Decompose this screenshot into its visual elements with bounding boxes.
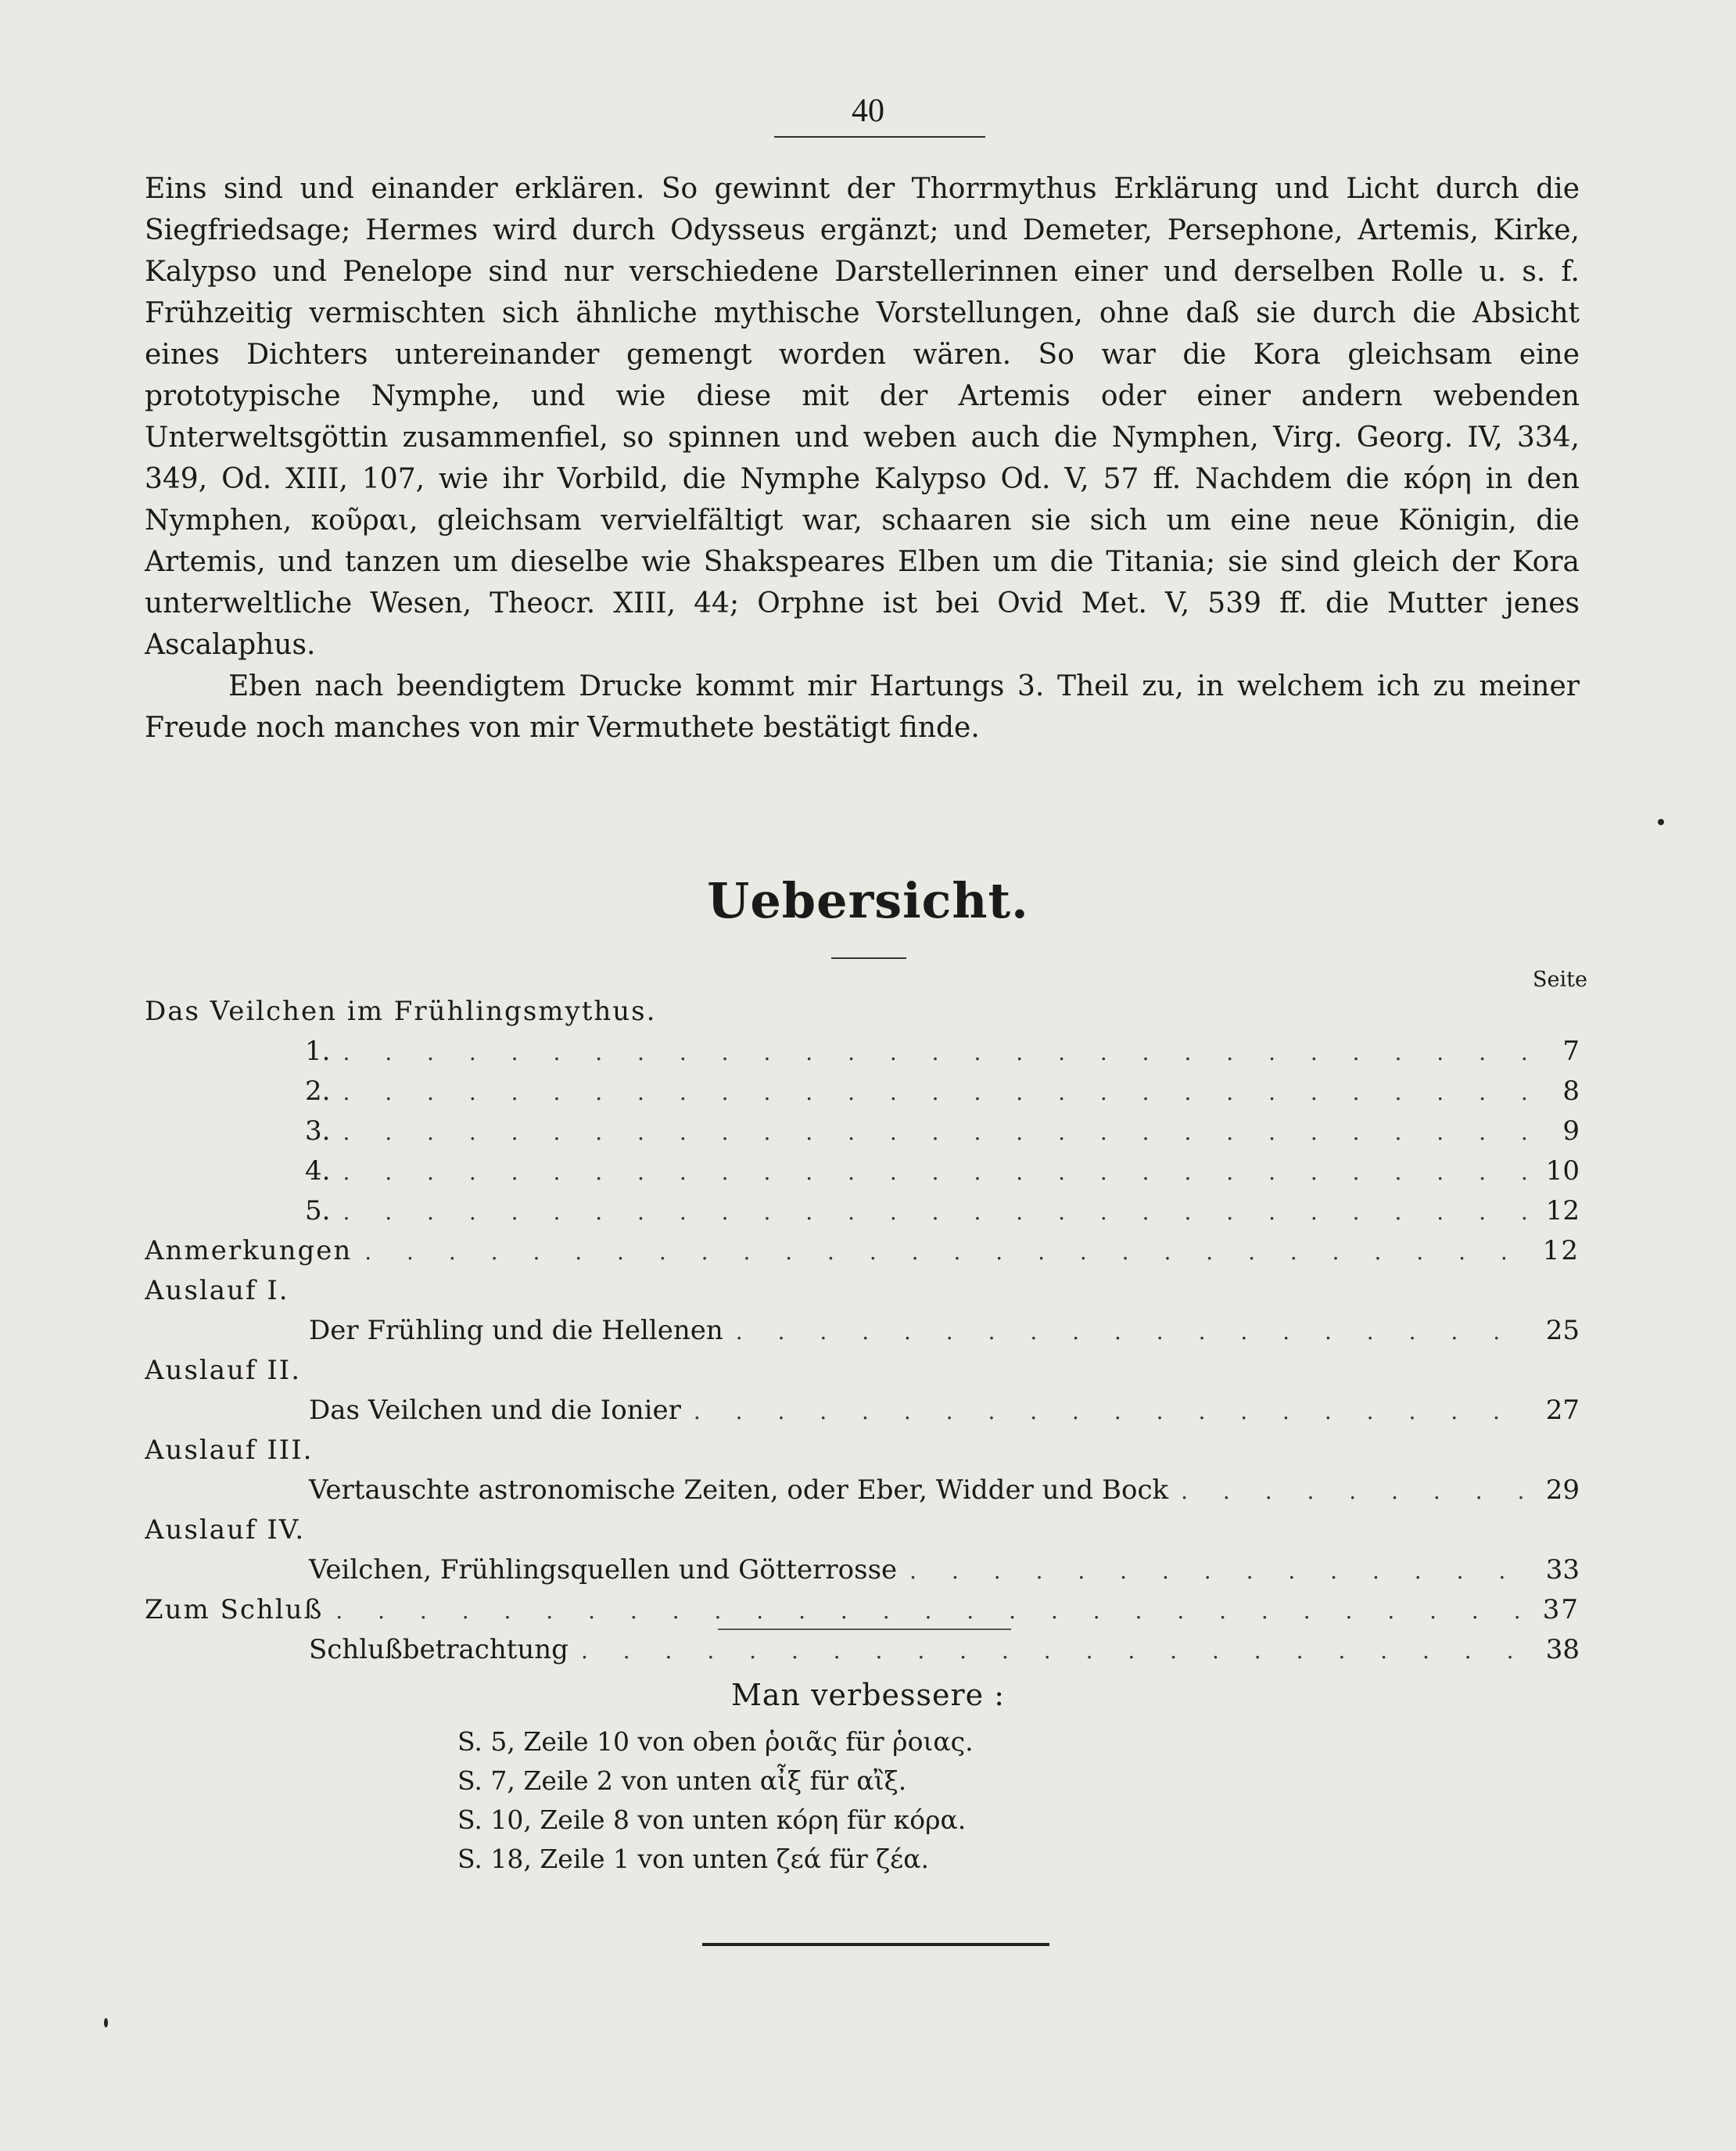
toc-page: 25: [1545, 1315, 1580, 1346]
toc-label: Auslauf II.: [145, 1355, 302, 1386]
toc-page: 12: [1545, 1195, 1580, 1226]
toc-section-heading: [145, 992, 1580, 1032]
toc-entry: [145, 1471, 1580, 1510]
toc-label: Vertauschte astronomische Zeiten, oder Eber, Widder und Bock: [309, 1474, 1169, 1506]
ink-speck: [1658, 819, 1664, 825]
toc-entry: [145, 1590, 1580, 1630]
dot-leader: [569, 1631, 1533, 1670]
toc-label: 1.: [305, 1036, 331, 1067]
toc-label: Veilchen, Frühlingsquellen und Götterrosse: [309, 1554, 898, 1585]
ink-speck: [104, 2018, 108, 2027]
dot-leader: [897, 1551, 1533, 1590]
correction-item: S. 7, Zeile 2 von unten αἶξ für αἲξ.: [457, 1765, 907, 1796]
dot-leader: [330, 1152, 1533, 1191]
toc-label: Das Veilchen und die Ionier: [309, 1395, 681, 1426]
correction-item: S. 18, Zeile 1 von unten ζεά für ζέα.: [457, 1844, 929, 1874]
toc-page: 10: [1545, 1155, 1580, 1187]
dot-leader: [330, 1192, 1533, 1231]
toc-entry: [145, 1231, 1580, 1271]
toc-entry: [145, 1191, 1580, 1231]
correction-item: S. 5, Zeile 10 von oben ῥοιᾶς für ῥοιας.: [457, 1726, 974, 1757]
toc-label: Auslauf III.: [145, 1435, 314, 1466]
table-of-contents: [145, 992, 1580, 1670]
toc-page: 8: [1562, 1076, 1580, 1107]
toc-page: 38: [1545, 1634, 1580, 1665]
toc-section-heading: [145, 1351, 1580, 1391]
dot-leader: [723, 1312, 1533, 1351]
toc-entry: [145, 1111, 1580, 1151]
toc-page: 33: [1545, 1554, 1580, 1585]
toc-entry: [145, 1311, 1580, 1351]
toc-label: Schlußbetrachtung: [309, 1634, 569, 1665]
dot-leader: [352, 1232, 1533, 1271]
toc-label: Zum Schluß: [145, 1594, 324, 1625]
dot-leader: [681, 1392, 1533, 1431]
header-rule: [774, 136, 985, 138]
dot-leader: [330, 1112, 1533, 1151]
toc-label: 3.: [305, 1115, 331, 1147]
toc-section-heading: [145, 1271, 1580, 1311]
corrections-list: [457, 1722, 974, 1879]
toc-label: 4.: [305, 1155, 331, 1187]
dot-leader: [1168, 1471, 1533, 1510]
dot-leader: [330, 1032, 1533, 1072]
toc-entry: [145, 1032, 1580, 1072]
toc-label: Der Frühling und die Hellenen: [309, 1315, 723, 1346]
dot-leader: [330, 1072, 1533, 1111]
toc-page: 12: [1542, 1235, 1580, 1266]
toc-entry: [145, 1072, 1580, 1111]
body-text: [145, 168, 1580, 749]
toc-page: 29: [1545, 1474, 1580, 1506]
toc-page: 7: [1562, 1036, 1580, 1067]
section-rule: [718, 1629, 1011, 1630]
toc-page: 9: [1562, 1115, 1580, 1147]
toc-label: 2.: [305, 1076, 331, 1107]
page-column-label: Seite: [1533, 968, 1587, 992]
page-number: 40: [852, 93, 884, 129]
correction-item: S. 10, Zeile 8 von unten κόρη für κόρα.: [457, 1804, 967, 1835]
toc-entry: [145, 1550, 1580, 1590]
heading-rule: [831, 957, 906, 959]
overview-heading: Uebersicht.: [707, 872, 1029, 929]
closing-rule: [702, 1943, 1049, 1946]
toc-entry: [145, 1151, 1580, 1191]
toc-label: Auslauf IV.: [145, 1514, 306, 1546]
corrections-title: Man verbessere :: [730, 1678, 1006, 1712]
toc-label: Anmerkungen: [145, 1235, 353, 1266]
toc-entry: [145, 1391, 1580, 1431]
toc-label: Das Veilchen im Frühlingsmythus.: [145, 996, 657, 1027]
dot-leader: [323, 1591, 1533, 1630]
toc-page: 37: [1542, 1594, 1580, 1625]
toc-page: 27: [1545, 1395, 1580, 1426]
toc-label: Auslauf I.: [145, 1275, 289, 1306]
toc-label: 5.: [305, 1195, 331, 1226]
paragraph: Eins sind und einander erklären. So gewinnt der Thorrmythus Erklärung und Licht durch die Siegfriedsage; Hermes wird durch Odysseus ergänzt; und Demeter, Persephone, Artemis, Kirke, Kalypso und Penelope sind nur verschiedene Darstellerinnen einer und derselben Rolle u. s. f. Frühzeitig vermischten sich ähnliche mythische Vorstellungen, ohne daß sie durch die Absicht eines Dichters untereinander gemengt worden wären. So war die Kora gleichsam eine prototypische Nymphe, und wie diese mit der Artemis oder einer andern webenden Unterweltsgöttin zusammenfiel, so spinnen und weben auch die Nymphen, Virg. Georg. IV, 334, 349, Od. XIII, 107, wie ihr Vorbild, die Nymphe Kalypso Od. V, 57 ff. Nachdem die κόρη in den Nymphen, κοῦραι, gleichsam vervielfältigt war, schaaren sie sich um eine neue Königin, die Artemis, und tanzen um dieselbe wie Shakspeares Elben um die Titania; sie sind gleich der Kora unterweltliche Wesen, Theocr. XIII, 44; Orphne ist bei Ovid Met. V, 539 ff. die Mutter jenes Ascalaphus.: [145, 173, 1580, 661]
paragraph: Eben nach beendigtem Drucke kommt mir Hartungs 3. Theil zu, in welchem ich zu meiner Freude noch manches von mir Vermuthete bestätigt finde.: [145, 670, 1580, 744]
toc-section-heading: [145, 1431, 1580, 1471]
toc-entry: [145, 1630, 1580, 1670]
toc-section-heading: [145, 1510, 1580, 1550]
